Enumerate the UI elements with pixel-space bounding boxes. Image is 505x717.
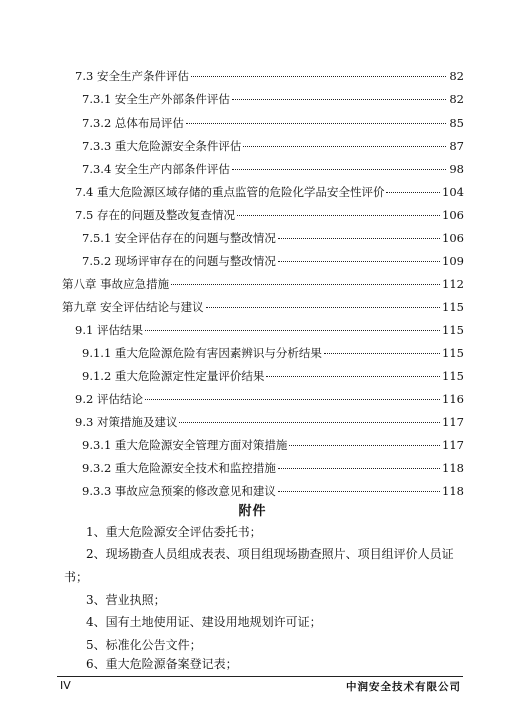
appendix-item: 2、现场勘查人员组成表表、项目组现场勘查照片、项目组评价人员证 <box>86 547 454 561</box>
toc-entry-page: 104 <box>442 185 464 199</box>
toc-leader-dots <box>266 376 440 377</box>
toc-entry-title: 7.5.2 现场评审存在的问题与整改情况 <box>82 254 276 268</box>
toc-leader-dots <box>278 491 440 492</box>
appendix-item: 4、国有土地使用证、建设用地规划许可证； <box>86 615 322 629</box>
toc-entry-page: 85 <box>449 116 464 130</box>
appendix-heading: 附件 <box>238 504 267 519</box>
footer-page-number: IV <box>60 679 71 692</box>
toc-entry[interactable] <box>82 369 464 384</box>
toc-entry-page: 109 <box>442 254 464 268</box>
toc-leader-dots <box>232 169 446 170</box>
footer-company-name: 中润安全技术有限公司 <box>346 681 461 693</box>
toc-entry-title: 7.3.1 安全生产外部条件评估 <box>82 92 230 106</box>
toc-entry-title: 9.1.2 重大危险源定性定量评价结果 <box>82 369 265 383</box>
toc-leader-dots <box>237 215 440 216</box>
toc-leader-dots <box>278 238 440 239</box>
toc-entry[interactable] <box>75 185 464 200</box>
toc-leader-dots <box>179 422 440 423</box>
toc-entry[interactable] <box>75 415 464 430</box>
toc-entry[interactable] <box>62 277 464 292</box>
toc-entry-title: 9.3.2 重大危险源安全技术和监控措施 <box>82 461 276 475</box>
toc-leader-dots <box>278 468 440 469</box>
appendix-item: 5、标准化公告文件； <box>86 638 202 652</box>
toc-leader-dots <box>145 330 440 331</box>
toc-leader-dots <box>289 445 440 446</box>
toc-entry-page: 87 <box>449 139 464 153</box>
toc-entry[interactable] <box>82 162 464 177</box>
appendix-item: 6、重大危险源备案登记表； <box>86 657 238 671</box>
toc-entry-title: 7.4 重大危险源区域存储的重点监管的危险化学品安全性评价 <box>75 185 385 199</box>
toc-leader-dots <box>171 284 440 285</box>
toc-leader-dots <box>186 123 446 124</box>
toc-entry-page: 82 <box>449 69 464 83</box>
toc-entry-page: 117 <box>442 438 464 452</box>
toc-entry[interactable] <box>82 254 464 269</box>
toc-entry[interactable] <box>82 461 464 476</box>
toc-entry-page: 106 <box>442 208 464 222</box>
toc-entry[interactable] <box>75 392 464 407</box>
toc-leader-dots <box>145 399 440 400</box>
toc-entry-page: 112 <box>442 277 464 291</box>
toc-entry-title: 7.5.1 安全评估存在的问题与整改情况 <box>82 231 276 245</box>
footer-divider <box>57 676 463 677</box>
toc-entry-title: 9.3 对策措施及建议 <box>75 415 178 429</box>
toc-entry[interactable] <box>82 231 464 246</box>
toc-entry-title: 第八章 事故应急措施 <box>62 277 170 291</box>
appendix-item: 3、营业执照； <box>86 593 166 607</box>
toc-entry[interactable] <box>75 323 464 338</box>
toc-entry-page: 115 <box>442 300 464 314</box>
toc-entry-title: 9.3.1 重大危险源安全管理方面对策措施 <box>82 438 288 452</box>
toc-entry-page: 115 <box>442 346 464 360</box>
toc-entry[interactable] <box>82 116 464 131</box>
toc-entry-page: 118 <box>442 461 464 475</box>
toc-entry-title: 7.3 安全生产条件评估 <box>75 69 189 83</box>
toc-entry-page: 98 <box>449 162 464 176</box>
toc-entry-title: 7.5 存在的问题及整改复查情况 <box>75 208 235 222</box>
toc-entry-page: 115 <box>442 369 464 383</box>
toc-entry-title: 9.1 评估结果 <box>75 323 143 337</box>
toc-leader-dots <box>232 99 446 100</box>
toc-leader-dots <box>386 192 440 193</box>
toc-entry-title: 7.3.3 重大危险源安全条件评估 <box>82 139 242 153</box>
appendix-item-continuation: 书； <box>64 570 89 584</box>
toc-entry-page: 117 <box>442 415 464 429</box>
toc-entry-title: 9.1.1 重大危险源危险有害因素辨识与分析结果 <box>82 346 322 360</box>
toc-entry-title: 7.3.4 安全生产内部条件评估 <box>82 162 230 176</box>
toc-entry[interactable] <box>75 69 464 84</box>
toc-entry[interactable] <box>82 484 464 499</box>
toc-entry-title: 9.2 评估结论 <box>75 392 143 406</box>
toc-entry[interactable] <box>82 92 464 107</box>
toc-entry-page: 82 <box>449 92 464 106</box>
toc-leader-dots <box>278 261 440 262</box>
toc-entry-page: 115 <box>442 323 464 337</box>
toc-entry-page: 118 <box>442 484 464 498</box>
toc-leader-dots <box>206 307 440 308</box>
toc-entry[interactable] <box>62 300 464 315</box>
toc-leader-dots <box>243 146 446 147</box>
toc-entry[interactable] <box>82 139 464 154</box>
toc-entry-title: 7.3.2 总体布局评估 <box>82 116 184 130</box>
toc-entry[interactable] <box>75 208 464 223</box>
toc-leader-dots <box>324 353 440 354</box>
toc-entry[interactable] <box>82 438 464 453</box>
appendix-item: 1、重大危险源安全评估委托书； <box>86 525 262 539</box>
toc-entry-page: 116 <box>442 392 464 406</box>
toc-entry-title: 第九章 安全评估结论与建议 <box>62 300 204 314</box>
toc-entry-title: 9.3.3 事故应急预案的修改意见和建议 <box>82 484 276 498</box>
toc-entry[interactable] <box>82 346 464 361</box>
toc-leader-dots <box>191 76 446 77</box>
toc-entry-page: 106 <box>442 231 464 245</box>
